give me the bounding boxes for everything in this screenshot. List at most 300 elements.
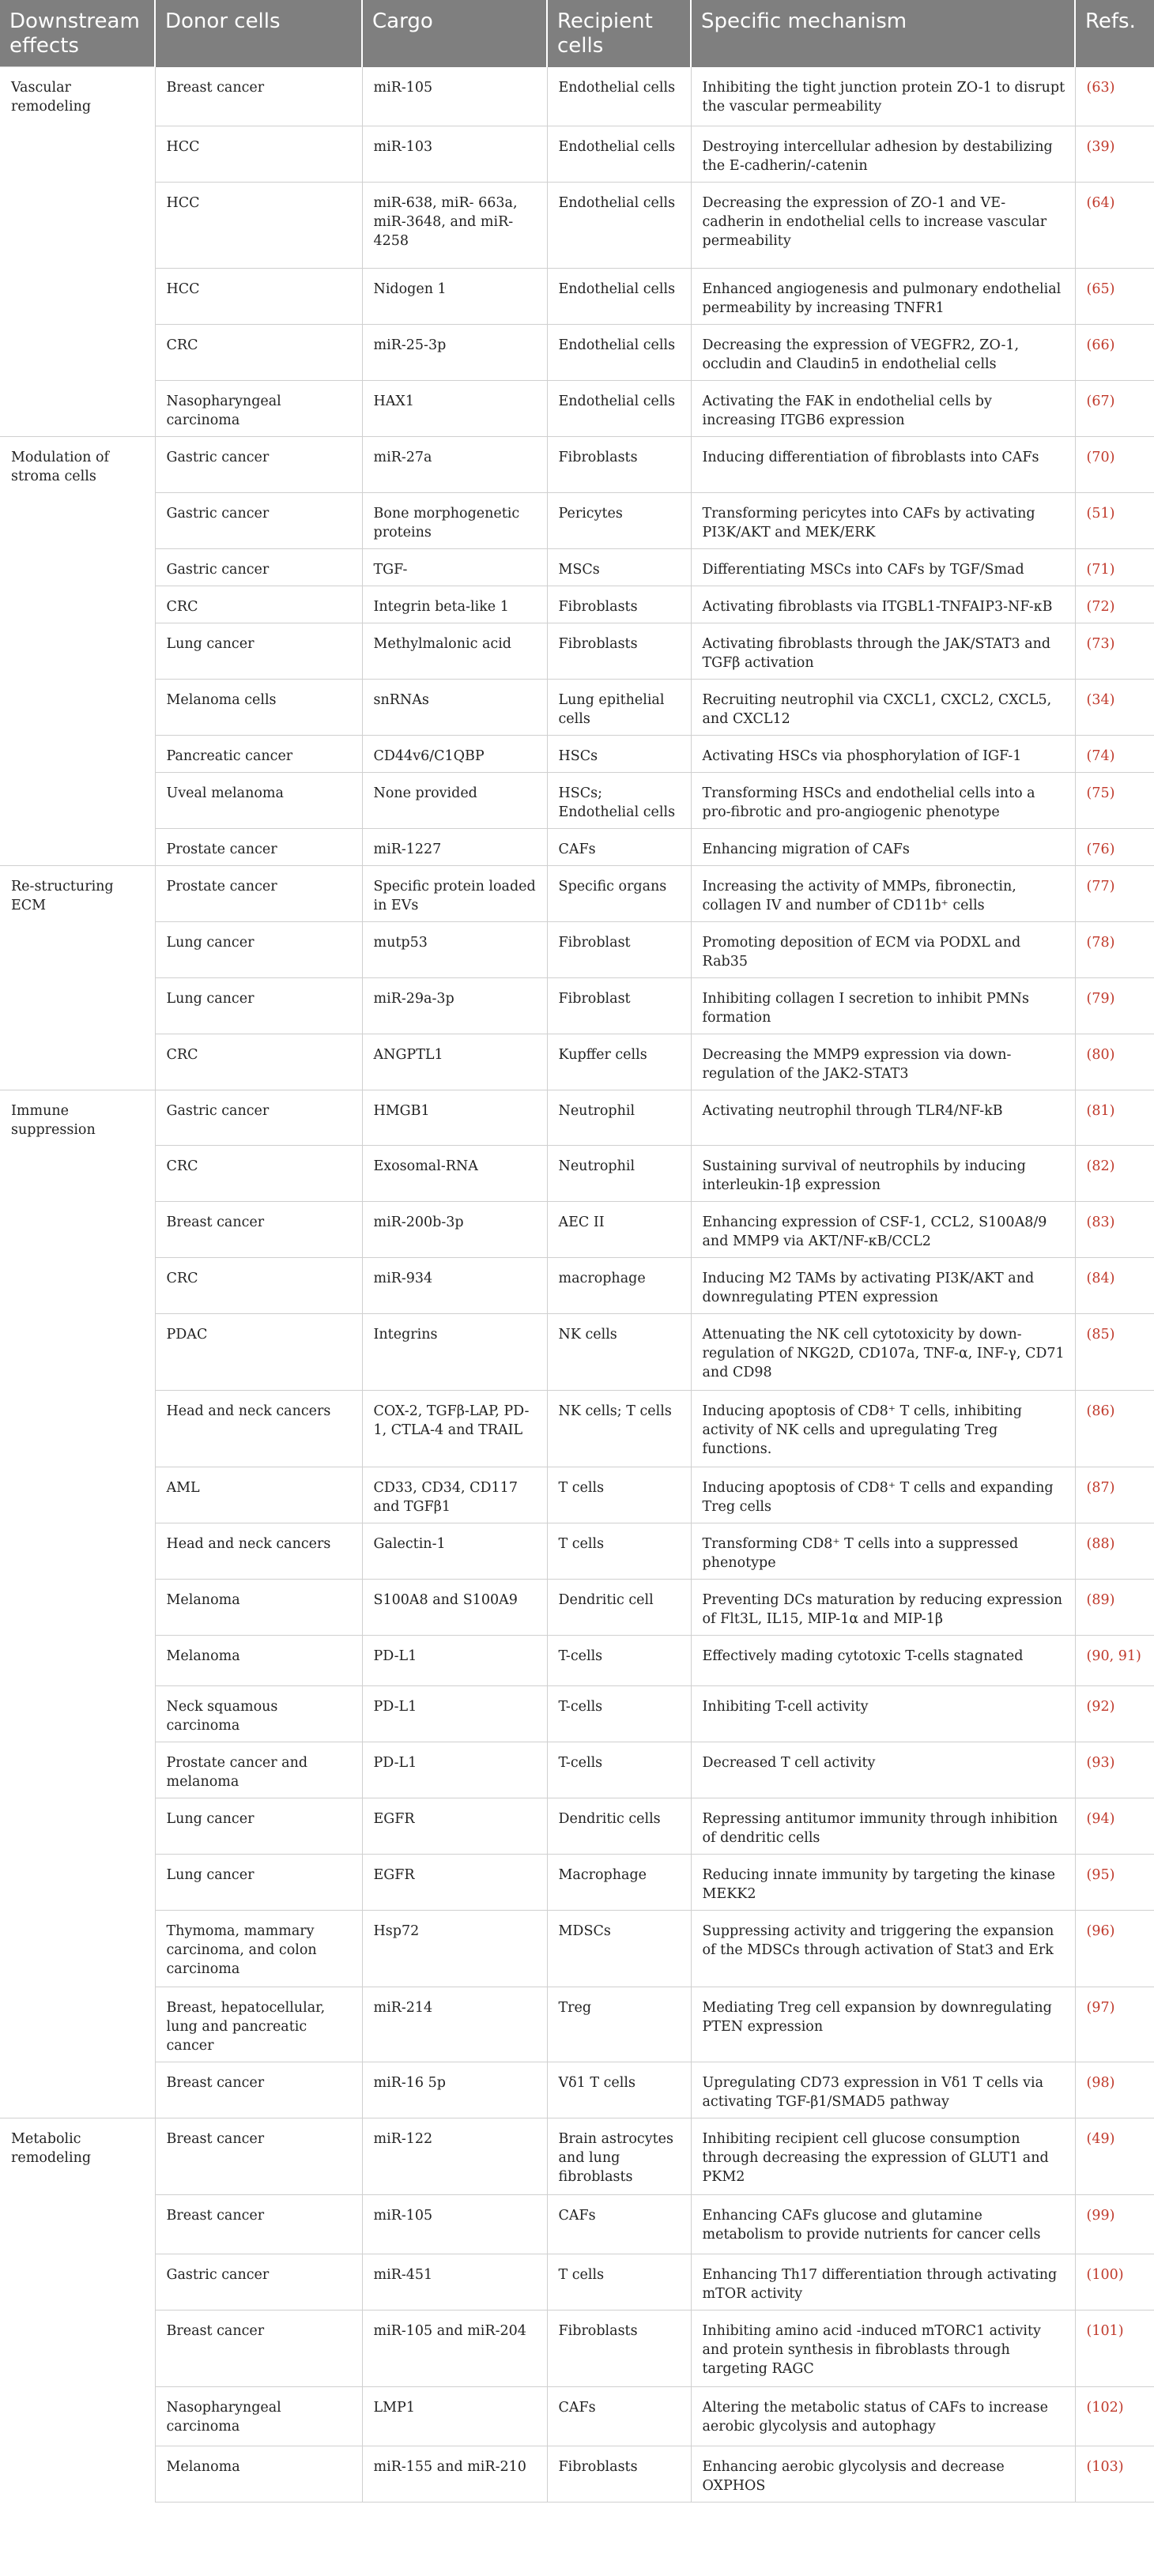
cargo-cell: miR-934: [362, 1258, 547, 1314]
donor-cell: Gastric cancer: [155, 548, 362, 586]
donor-cell: Pancreatic cancer: [155, 735, 362, 772]
ref-cell: (103): [1075, 2446, 1154, 2503]
table-row: [0, 1034, 1154, 1090]
effect-cell: [0, 735, 155, 772]
effect-cell: [0, 2446, 155, 2503]
effect-cell: Immune suppression: [0, 1090, 155, 1146]
recipient-cell: Treg: [547, 1987, 691, 2062]
cargo-cell: miR-122: [362, 2118, 547, 2195]
recipient-cell: Fibroblasts: [547, 623, 691, 679]
mechanism-cell: Transforming HSCs and endothelial cells into a pro-fibrotic and pro-angiogenic phenotype: [691, 772, 1075, 828]
recipient-cell: Endothelial cells: [547, 183, 691, 269]
effect-cell: Re-structuring ECM: [0, 865, 155, 921]
ref-cell: (66): [1075, 325, 1154, 381]
mechanism-cell: Repressing antitumor immunity through inhibition of dendritic cells: [691, 1798, 1075, 1855]
effect-cell: [0, 828, 155, 865]
table-row: [0, 2387, 1154, 2446]
recipient-cell: Endothelial cells: [547, 381, 691, 437]
ref-cell: (64): [1075, 183, 1154, 269]
cargo-cell: PD-L1: [362, 1686, 547, 1742]
donor-cell: Breast cancer: [155, 2195, 362, 2254]
cargo-cell: TGF-: [362, 548, 547, 586]
mechanism-cell: Inducing differentiation of fibroblasts into CAFs: [691, 437, 1075, 493]
donor-cell: Gastric cancer: [155, 1090, 362, 1146]
ref-cell: (67): [1075, 381, 1154, 437]
recipient-cell: Vδ1 T cells: [547, 2062, 691, 2118]
header-refs: Refs.: [1075, 0, 1154, 67]
mechanism-cell: Decreasing the expression of VEGFR2, ZO-1, occludin and Claudin5 in endothelial cells: [691, 325, 1075, 381]
donor-cell: Lung cancer: [155, 921, 362, 977]
ref-cell: (74): [1075, 735, 1154, 772]
ref-cell: (77): [1075, 865, 1154, 921]
ref-cell: (51): [1075, 492, 1154, 548]
ref-cell: (94): [1075, 1798, 1154, 1855]
mechanism-cell: Enhancing CAFs glucose and glutamine metabolism to provide nutrients for cancer cells: [691, 2195, 1075, 2254]
donor-cell: PDAC: [155, 1314, 362, 1391]
cargo-cell: Hsp72: [362, 1911, 547, 1987]
donor-cell: Head and neck cancers: [155, 1523, 362, 1580]
mechanism-cell: Inducing apoptosis of CD8⁺ T cells, inhibiting activity of NK cells and upregulating Treg functions.: [691, 1391, 1075, 1467]
donor-cell: Nasopharyngeal carcinoma: [155, 2387, 362, 2446]
cargo-cell: ANGPTL1: [362, 1034, 547, 1090]
donor-cell: CRC: [155, 1146, 362, 1202]
mechanism-cell: Decreased T cell activity: [691, 1742, 1075, 1798]
donor-cell: HCC: [155, 183, 362, 269]
recipient-cell: Macrophage: [547, 1855, 691, 1911]
effect-cell: [0, 2254, 155, 2310]
table-row: [0, 1202, 1154, 1258]
mechanism-cell: Enhancing migration of CAFs: [691, 828, 1075, 865]
cargo-cell: None provided: [362, 772, 547, 828]
cargo-cell: miR-105: [362, 2195, 547, 2254]
mechanism-cell: Enhancing Th17 differentiation through activating mTOR activity: [691, 2254, 1075, 2310]
effect-cell: [0, 1202, 155, 1258]
mechanism-cell: Decreasing the MMP9 expression via down-regulation of the JAK2-STAT3: [691, 1034, 1075, 1090]
donor-cell: CRC: [155, 325, 362, 381]
donor-cell: Breast cancer: [155, 2118, 362, 2195]
cargo-cell: snRNAs: [362, 679, 547, 735]
table-row: [0, 1987, 1154, 2062]
table-row: [0, 679, 1154, 735]
table-row: [0, 1686, 1154, 1742]
ref-cell: (90, 91): [1075, 1636, 1154, 1686]
donor-cell: Breast cancer: [155, 1202, 362, 1258]
effect-cell: [0, 2062, 155, 2118]
ref-cell: (83): [1075, 1202, 1154, 1258]
recipient-cell: Endothelial cells: [547, 269, 691, 325]
effect-cell: [0, 2195, 155, 2254]
recipient-cell: macrophage: [547, 1258, 691, 1314]
ref-cell: (85): [1075, 1314, 1154, 1391]
ref-cell: (88): [1075, 1523, 1154, 1580]
table-row: [0, 2446, 1154, 2503]
effect-cell: [0, 1146, 155, 1202]
donor-cell: CRC: [155, 586, 362, 623]
ref-cell: (93): [1075, 1742, 1154, 1798]
ref-cell: (70): [1075, 437, 1154, 493]
effect-cell: [0, 921, 155, 977]
table-row: [0, 1855, 1154, 1911]
ref-cell: (81): [1075, 1090, 1154, 1146]
cargo-cell: miR-638, miR- 663a, miR-3648, and miR-4258: [362, 183, 547, 269]
cargo-cell: miR-103: [362, 126, 547, 183]
cargo-cell: miR-27a: [362, 437, 547, 493]
donor-cell: Breast, hepatocellular, lung and pancreatic cancer: [155, 1987, 362, 2062]
mechanism-cell: Inhibiting amino acid -induced mTORC1 activity and protein synthesis in fibroblasts through targeting RAGC: [691, 2310, 1075, 2387]
mechanism-cell: Effectively mading cytotoxic T-cells stagnated: [691, 1636, 1075, 1686]
ref-cell: (100): [1075, 2254, 1154, 2310]
header-specific-mechanism: Specific mechanism: [691, 0, 1075, 67]
effect-cell: [0, 977, 155, 1034]
table-row: [0, 623, 1154, 679]
ref-cell: (76): [1075, 828, 1154, 865]
recipient-cell: MSCs: [547, 548, 691, 586]
effect-cell: Metabolic remodeling: [0, 2118, 155, 2195]
header-cargo: Cargo: [362, 0, 547, 67]
table-row: [0, 586, 1154, 623]
recipient-cell: T-cells: [547, 1636, 691, 1686]
mechanism-cell: Suppressing activity and triggering the expansion of the MDSCs through activation of Stat3 and Erk: [691, 1911, 1075, 1987]
recipient-cell: Dendritic cells: [547, 1798, 691, 1855]
mechanism-cell: Destroying intercellular adhesion by destabilizing the E-cadherin/-catenin: [691, 126, 1075, 183]
effect-cell: [0, 586, 155, 623]
table-row: [0, 1523, 1154, 1580]
effect-cell: [0, 548, 155, 586]
effect-cell: [0, 1034, 155, 1090]
donor-cell: Breast cancer: [155, 2310, 362, 2387]
donor-cell: Melanoma: [155, 2446, 362, 2503]
ref-cell: (49): [1075, 2118, 1154, 2195]
mechanism-cell: Decreasing the expression of ZO-1 and VE-cadherin in endothelial cells to increase vascular permeability: [691, 183, 1075, 269]
mechanism-cell: Upregulating CD73 expression in Vδ1 T cells via activating TGF-β1/SMAD5 pathway: [691, 2062, 1075, 2118]
cargo-cell: Specific protein loaded in EVs: [362, 865, 547, 921]
donor-cell: Gastric cancer: [155, 437, 362, 493]
donor-cell: Nasopharyngeal carcinoma: [155, 381, 362, 437]
ref-cell: (97): [1075, 1987, 1154, 2062]
ref-cell: (73): [1075, 623, 1154, 679]
table-row: [0, 2310, 1154, 2387]
cargo-cell: EGFR: [362, 1798, 547, 1855]
table-row: [0, 2118, 1154, 2195]
mechanism-cell: Activating neutrophil through TLR4/NF-kB: [691, 1090, 1075, 1146]
effect-cell: [0, 1742, 155, 1798]
mechanism-cell: Transforming pericytes into CAFs by activating PI3K/AKT and MEK/ERK: [691, 492, 1075, 548]
table-row: [0, 269, 1154, 325]
recipient-cell: CAFs: [547, 828, 691, 865]
cargo-cell: Nidogen 1: [362, 269, 547, 325]
cargo-cell: miR-451: [362, 2254, 547, 2310]
donor-cell: Prostate cancer: [155, 828, 362, 865]
recipient-cell: HSCs: [547, 735, 691, 772]
header-row: [0, 0, 1154, 67]
ref-cell: (101): [1075, 2310, 1154, 2387]
table-row: [0, 67, 1154, 126]
effect-cell: [0, 269, 155, 325]
donor-cell: HCC: [155, 269, 362, 325]
mechanism-cell: Activating HSCs via phosphorylation of IGF-1: [691, 735, 1075, 772]
cargo-cell: Exosomal-RNA: [362, 1146, 547, 1202]
effect-cell: [0, 492, 155, 548]
effect-cell: [0, 126, 155, 183]
donor-cell: Prostate cancer: [155, 865, 362, 921]
table-row: [0, 735, 1154, 772]
mechanism-cell: Inhibiting recipient cell glucose consumption through decreasing the expression of GLUT1 and PKM2: [691, 2118, 1075, 2195]
ref-cell: (82): [1075, 1146, 1154, 1202]
table-row: [0, 2254, 1154, 2310]
cargo-cell: CD33, CD34, CD117 and TGFβ1: [362, 1467, 547, 1523]
donor-cell: Prostate cancer and melanoma: [155, 1742, 362, 1798]
recipient-cell: Endothelial cells: [547, 67, 691, 126]
mechanism-cell: Mediating Treg cell expansion by downregulating PTEN expression: [691, 1987, 1075, 2062]
mechanism-cell: Sustaining survival of neutrophils by inducing interleukin-1β expression: [691, 1146, 1075, 1202]
ref-cell: (87): [1075, 1467, 1154, 1523]
ref-cell: (79): [1075, 977, 1154, 1034]
effect-cell: [0, 679, 155, 735]
mechanism-cell: Activating fibroblasts via ITGBL1-TNFAIP3-NF-κB: [691, 586, 1075, 623]
effect-cell: [0, 1855, 155, 1911]
mechanism-cell: Activating fibroblasts through the JAK/STAT3 and TGFβ activation: [691, 623, 1075, 679]
effect-cell: Modulation of stroma cells: [0, 437, 155, 493]
ref-cell: (80): [1075, 1034, 1154, 1090]
cargo-cell: Integrins: [362, 1314, 547, 1391]
recipient-cell: T-cells: [547, 1686, 691, 1742]
table-row: [0, 183, 1154, 269]
cargo-cell: Bone morphogenetic proteins: [362, 492, 547, 548]
donor-cell: Lung cancer: [155, 977, 362, 1034]
cargo-cell: Integrin beta-like 1: [362, 586, 547, 623]
effect-cell: [0, 183, 155, 269]
ref-cell: (65): [1075, 269, 1154, 325]
recipient-cell: Specific organs: [547, 865, 691, 921]
recipient-cell: Fibroblasts: [547, 2310, 691, 2387]
ref-cell: (102): [1075, 2387, 1154, 2446]
effect-cell: [0, 325, 155, 381]
table-row: [0, 921, 1154, 977]
table-row: [0, 2195, 1154, 2254]
ref-cell: (89): [1075, 1580, 1154, 1636]
effect-cell: [0, 1314, 155, 1391]
table-row: [0, 1090, 1154, 1146]
table-row: [0, 1146, 1154, 1202]
donor-cell: Melanoma cells: [155, 679, 362, 735]
effect-cell: [0, 1636, 155, 1686]
cargo-cell: miR-16 5p: [362, 2062, 547, 2118]
cargo-cell: EGFR: [362, 1855, 547, 1911]
ref-cell: (78): [1075, 921, 1154, 977]
effect-cell: [0, 1911, 155, 1987]
cargo-cell: miR-155 and miR-210: [362, 2446, 547, 2503]
ref-cell: (34): [1075, 679, 1154, 735]
recipient-cell: Fibroblast: [547, 977, 691, 1034]
table-row: [0, 437, 1154, 493]
cargo-cell: mutp53: [362, 921, 547, 977]
ref-cell: (86): [1075, 1391, 1154, 1467]
mechanism-cell: Inhibiting collagen I secretion to inhibit PMNs formation: [691, 977, 1075, 1034]
donor-cell: Uveal melanoma: [155, 772, 362, 828]
effect-cell: [0, 1686, 155, 1742]
recipient-cell: Pericytes: [547, 492, 691, 548]
effect-cell: [0, 1580, 155, 1636]
cargo-cell: miR-105 and miR-204: [362, 2310, 547, 2387]
donor-cell: Breast cancer: [155, 2062, 362, 2118]
donor-cell: Lung cancer: [155, 623, 362, 679]
cargo-cell: miR-29a-3p: [362, 977, 547, 1034]
recipient-cell: Fibroblast: [547, 921, 691, 977]
recipient-cell: Endothelial cells: [547, 126, 691, 183]
recipient-cell: Brain astrocytes and lung fibroblasts: [547, 2118, 691, 2195]
table-row: [0, 1467, 1154, 1523]
ref-cell: (71): [1075, 548, 1154, 586]
recipient-cell: AEC II: [547, 1202, 691, 1258]
mechanism-cell: Recruiting neutrophil via CXCL1, CXCL2, CXCL5, and CXCL12: [691, 679, 1075, 735]
recipient-cell: Endothelial cells: [547, 325, 691, 381]
ref-cell: (95): [1075, 1855, 1154, 1911]
mechanism-cell: Enhancing expression of CSF-1, CCL2, S100A8/9 and MMP9 via AKT/NF-κB/CCL2: [691, 1202, 1075, 1258]
effect-cell: [0, 1258, 155, 1314]
donor-cell: Lung cancer: [155, 1855, 362, 1911]
recipient-cell: T cells: [547, 2254, 691, 2310]
mechanism-cell: Attenuating the NK cell cytotoxicity by down-regulation of NKG2D, CD107a, TNF-α, INF-γ, CD71 and CD98: [691, 1314, 1075, 1391]
table-row: [0, 977, 1154, 1034]
recipient-cell: NK cells; T cells: [547, 1391, 691, 1467]
mechanism-cell: Inhibiting the tight junction protein ZO-1 to disrupt the vascular permeability: [691, 67, 1075, 126]
recipient-cell: CAFs: [547, 2387, 691, 2446]
cargo-cell: miR-25-3p: [362, 325, 547, 381]
mechanism-cell: Transforming CD8⁺ T cells into a suppressed phenotype: [691, 1523, 1075, 1580]
mechanism-cell: Inducing M2 TAMs by activating PI3K/AKT and downregulating PTEN expression: [691, 1258, 1075, 1314]
cargo-cell: Methylmalonic acid: [362, 623, 547, 679]
effect-cell: [0, 381, 155, 437]
table-row: [0, 1391, 1154, 1467]
table-row: [0, 1580, 1154, 1636]
effect-cell: [0, 623, 155, 679]
header-downstream-effects: Downstream effects: [0, 0, 155, 67]
effect-cell: [0, 772, 155, 828]
donor-cell: CRC: [155, 1034, 362, 1090]
table-row: [0, 548, 1154, 586]
table-row: [0, 1258, 1154, 1314]
cargo-cell: HAX1: [362, 381, 547, 437]
table-row: [0, 492, 1154, 548]
cargo-cell: HMGB1: [362, 1090, 547, 1146]
effect-cell: Vascular remodeling: [0, 67, 155, 126]
cargo-cell: CD44v6/C1QBP: [362, 735, 547, 772]
ref-cell: (99): [1075, 2195, 1154, 2254]
ref-cell: (39): [1075, 126, 1154, 183]
ref-cell: (92): [1075, 1686, 1154, 1742]
recipient-cell: Fibroblasts: [547, 2446, 691, 2503]
table-row: [0, 1636, 1154, 1686]
mechanism-cell: Enhanced angiogenesis and pulmonary endothelial permeability by increasing TNFR1: [691, 269, 1075, 325]
recipient-cell: NK cells: [547, 1314, 691, 1391]
recipient-cell: Lung epithelial cells: [547, 679, 691, 735]
recipient-cell: Fibroblasts: [547, 586, 691, 623]
ref-cell: (96): [1075, 1911, 1154, 1987]
cargo-cell: PD-L1: [362, 1742, 547, 1798]
mechanism-cell: Inhibiting T-cell activity: [691, 1686, 1075, 1742]
table-row: [0, 381, 1154, 437]
table-row: [0, 865, 1154, 921]
recipient-cell: Kupffer cells: [547, 1034, 691, 1090]
mechanism-cell: Increasing the activity of MMPs, fibronectin, collagen IV and number of CD11b⁺ cells: [691, 865, 1075, 921]
effect-cell: [0, 1467, 155, 1523]
cargo-cell: LMP1: [362, 2387, 547, 2446]
cargo-cell: miR-105: [362, 67, 547, 126]
mechanism-cell: Reducing innate immunity by targeting the kinase MEKK2: [691, 1855, 1075, 1911]
ref-cell: (72): [1075, 586, 1154, 623]
mechanism-cell: Inducing apoptosis of CD8⁺ T cells and expanding Treg cells: [691, 1467, 1075, 1523]
recipient-cell: MDSCs: [547, 1911, 691, 1987]
effect-cell: [0, 1987, 155, 2062]
donor-cell: Lung cancer: [155, 1798, 362, 1855]
table-row: [0, 1742, 1154, 1798]
ref-cell: (84): [1075, 1258, 1154, 1314]
recipient-cell: Fibroblasts: [547, 437, 691, 493]
mechanism-cell: Promoting deposition of ECM via PODXL and Rab35: [691, 921, 1075, 977]
header-donor-cells: Donor cells: [155, 0, 362, 67]
cargo-cell: miR-214: [362, 1987, 547, 2062]
donor-cell: Melanoma: [155, 1636, 362, 1686]
donor-cell: Melanoma: [155, 1580, 362, 1636]
recipient-cell: T cells: [547, 1523, 691, 1580]
recipient-cell: Dendritic cell: [547, 1580, 691, 1636]
effect-cell: [0, 1523, 155, 1580]
table-row: [0, 828, 1154, 865]
cargo-cell: miR-200b-3p: [362, 1202, 547, 1258]
recipient-cell: T cells: [547, 1467, 691, 1523]
donor-cell: Gastric cancer: [155, 2254, 362, 2310]
recipient-cell: CAFs: [547, 2195, 691, 2254]
recipient-cell: T-cells: [547, 1742, 691, 1798]
donor-cell: CRC: [155, 1258, 362, 1314]
cargo-cell: PD-L1: [362, 1636, 547, 1686]
recipient-cell: Neutrophil: [547, 1090, 691, 1146]
cargo-cell: Galectin-1: [362, 1523, 547, 1580]
recipient-cell: Neutrophil: [547, 1146, 691, 1202]
cargo-cell: S100A8 and S100A9: [362, 1580, 547, 1636]
mechanism-cell: Differentiating MSCs into CAFs by TGF/Smad: [691, 548, 1075, 586]
donor-cell: Gastric cancer: [155, 492, 362, 548]
ref-cell: (63): [1075, 67, 1154, 126]
effect-cell: [0, 1798, 155, 1855]
header-recipient-cells: Recipient cells: [547, 0, 691, 67]
table-row: [0, 325, 1154, 381]
mechanism-cell: Preventing DCs maturation by reducing expression of Flt3L, IL15, MIP-1α and MIP-1β: [691, 1580, 1075, 1636]
mechanism-cell: Altering the metabolic status of CAFs to increase aerobic glycolysis and autophagy: [691, 2387, 1075, 2446]
table-row: [0, 126, 1154, 183]
effect-cell: [0, 2387, 155, 2446]
donor-cell: HCC: [155, 126, 362, 183]
donor-cell: Neck squamous carcinoma: [155, 1686, 362, 1742]
donor-cell: Breast cancer: [155, 67, 362, 126]
ref-cell: (75): [1075, 772, 1154, 828]
cargo-cell: COX-2, TGFβ-LAP, PD-1, CTLA-4 and TRAIL: [362, 1391, 547, 1467]
cargo-cell: miR-1227: [362, 828, 547, 865]
ref-cell: (98): [1075, 2062, 1154, 2118]
effect-cell: [0, 2310, 155, 2387]
mechanism-cell: Enhancing aerobic glycolysis and decrease OXPHOS: [691, 2446, 1075, 2503]
effect-cell: [0, 1391, 155, 1467]
table-row: [0, 1314, 1154, 1391]
donor-cell: AML: [155, 1467, 362, 1523]
donor-cell: Thymoma, mammary carcinoma, and colon carcinoma: [155, 1911, 362, 1987]
donor-cell: Head and neck cancers: [155, 1391, 362, 1467]
table-row: [0, 1798, 1154, 1855]
table-body: [0, 67, 1154, 2503]
table-row: [0, 2062, 1154, 2118]
table-row: [0, 772, 1154, 828]
table-row: [0, 1911, 1154, 1987]
